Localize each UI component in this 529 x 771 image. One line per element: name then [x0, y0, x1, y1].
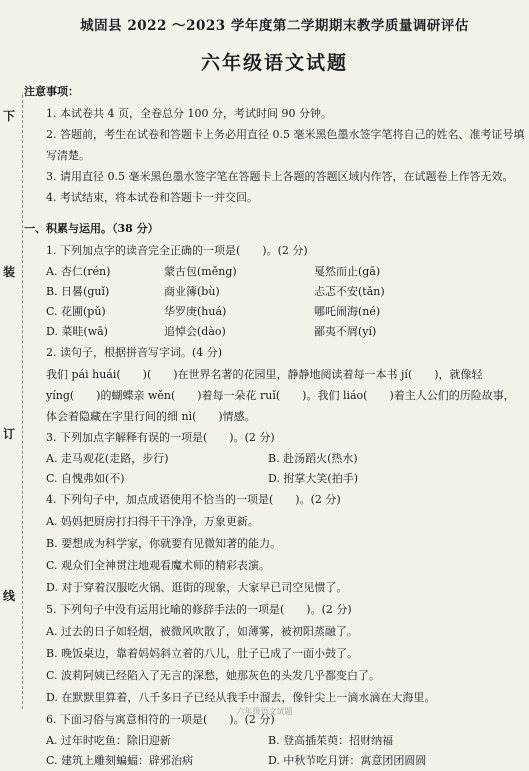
option: A. 杏仁(rén) [46, 265, 111, 278]
option: 华罗庚(huá) [164, 305, 227, 318]
option: 追悼会(dào) [164, 325, 226, 338]
option: C. 花圃(pǔ) [46, 305, 106, 318]
binding-mark: 订 [3, 427, 16, 441]
question-4-stem: 4. 下列句子中，加点成语使用不恰当的一项是( )。(2 分) [46, 493, 341, 506]
exam-title: 城固县 2022 ～2023 学年度第二学期期末教学质量调研评估 [80, 18, 469, 34]
question-1-stem: 1. 下列加点字的读音完全正确的一项是( )。(2 分) [46, 244, 308, 257]
option: D. 在默默里算着，八千多日子已经从我手中溜去，像针尖上一滴水滴在大海里。 [46, 691, 436, 704]
page-footer: 六年级语文试题 [236, 707, 293, 716]
question-6-options [24, 731, 525, 771]
subject-title: 六年级语文试题 [200, 52, 348, 74]
note-item: 3. 请用直径 0.5 毫米黑色墨水签字笔在答题卡上各题的答题区域内作答，在试题卷上作答无效。 [46, 170, 514, 183]
option: B. 要想成为科学家，你就要有见微知著的能力。 [46, 537, 282, 550]
binding-mark: 下 [3, 109, 16, 123]
note-item: 1. 本试卷共 4 页，全卷总分 100 分，考试时间 90 分钟。 [46, 107, 332, 120]
option: 蒙古包(měng) [164, 265, 237, 278]
binding-mark: 装 [3, 265, 16, 279]
option: 戛然而止(gā) [314, 265, 381, 278]
question-5-stem: 5. 下列句子中没有运用比喻的修辞手法的一项是( )。(2 分) [46, 603, 352, 616]
question-1-options [24, 262, 525, 342]
option: B. 晚饭桌边，靠着妈妈斜立着的八儿，肚子已成了一面小鼓了。 [46, 647, 359, 660]
option: D. 对于穿着汉服吃火锅、逛街的现象，大家早已司空见惯了。 [46, 581, 348, 594]
option: C. 建筑上雕刻蝙蝠：辟邪治病 [46, 754, 194, 767]
section-1 [24, 218, 525, 771]
question-2-text: 我们 pái huái( )( )在世界名著的花园里，静静地阅读着每一本书 jí( )，就像轻 yíng( )的蝴蝶亲 wěn( )着每一朵花 ruǐ( )。我们 liáo( )着主人公们的历险故事，体会着隐藏在字里行间的细 nì( )情感。 [46, 368, 515, 423]
option: A. 妈妈把厨房打扫得干干净净，万象更新。 [46, 515, 259, 528]
option: D. 中秋节吃月饼：寓意团团圆圆 [268, 754, 427, 767]
option: D. 菜畦(wā) [46, 325, 108, 338]
option: A. 走马观花(走路，步行) [46, 452, 169, 465]
option: 哪吒闹海(né) [314, 305, 381, 318]
question-3-options [24, 449, 525, 489]
option: A. 过年时吃鱼：除旧迎新 [46, 734, 171, 747]
question-6-stem: 6. 下面习俗与寓意相符的一项是( )。(2 分) [46, 713, 275, 726]
option: B. 登高插茱萸：招财纳福 [268, 734, 394, 747]
question-2-stem: 2. 读句子，根据拼音写字词。(4 分) [46, 346, 223, 359]
question-3-stem: 3. 下列加点字解释有误的一项是( )。(2 分) [46, 431, 275, 444]
option: 商业簿(bù) [164, 285, 220, 298]
note-item: 4. 考试结束，将本试卷和答题卡一并交回。 [46, 191, 258, 204]
option: C. 波莉阿姨已经陷入了无言的深愁，她那灰色的头发几乎都变白了。 [46, 669, 381, 682]
option: A. 过去的日子如轻烟，被微风吹散了，如薄雾，被初阳蒸融了。 [46, 625, 358, 638]
note-item: 2. 答题前，考生在试卷和答题卡上务必用直径 0.5 毫米黑色墨水签字笔将自己的姓名、准考证号填写清楚。 [46, 128, 525, 162]
notes-section [24, 81, 525, 208]
option: 鄙夷不屑(yí) [314, 325, 377, 338]
option: B. 日晷(guǐ) [46, 285, 110, 298]
option: 忐忑不安(tǎn) [314, 285, 385, 298]
notes-heading: 注意事项： [24, 85, 79, 98]
option: C. 自愧弗如(不) [46, 472, 125, 485]
option: D. 拊掌大笑(拍手) [268, 472, 359, 485]
option: C. 观众们全神贯注地观看魔术师的精彩表演。 [46, 559, 271, 572]
binding-mark: 线 [3, 589, 16, 603]
option: B. 赴汤蹈火(热水) [268, 452, 358, 465]
exam-content [24, 0, 525, 771]
binding-margin [0, 95, 23, 709]
section-heading: 一、积累与运用。（38 分） [24, 222, 159, 235]
